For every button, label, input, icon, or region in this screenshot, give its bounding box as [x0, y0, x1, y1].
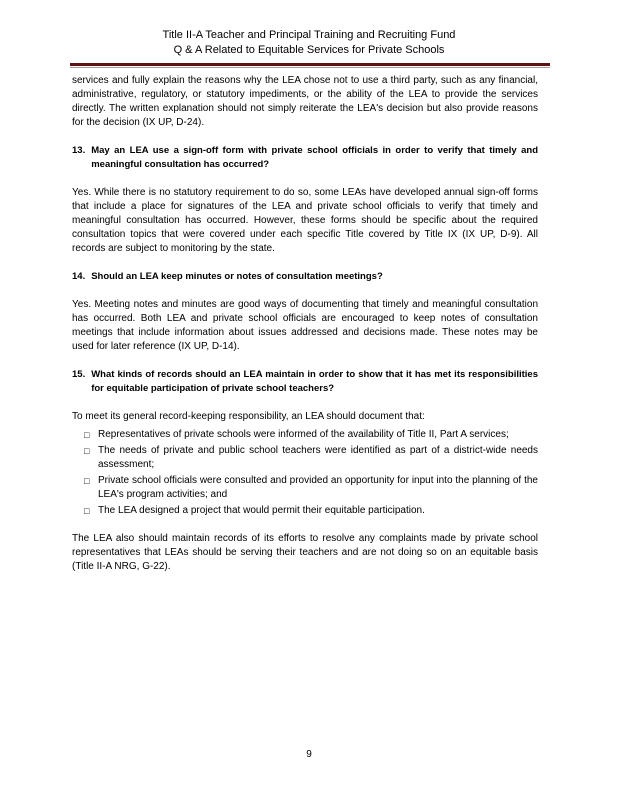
checkbox-bullet-icon: □ — [84, 430, 90, 440]
list-item — [84, 444, 538, 472]
list-item — [84, 474, 538, 502]
answer-15-intro: To meet its general record-keeping responsibility, an LEA should document that: — [72, 411, 425, 422]
closing-paragraph: The LEA also should maintain records of its efforts to resolve any complaints made by private school representatives that LEAs should be serving their teachers and are not doing so on an equitable basis (Title II-A NRG, G-22). — [72, 533, 538, 572]
answer-14: Yes. Meeting notes and minutes are good ways of documenting that timely and meaningful consultation has occurred. Both LEA and private school officials are encouraged to keep notes of consultation meetings that include information about issues addressed and decisions made. These notes may be used for later reference (IX UP, D-14). — [72, 299, 538, 352]
question-13 — [72, 144, 538, 172]
answer-13: Yes. While there is no statutory requirement to do so, some LEAs have developed annual sign-off forms that include a place for signatures of the LEA and private school officials to verify that timely and meaningful consultation has occurred. However, these forms should be specific about the required consultation topics that were covered under each specific Title covered by Title IX (IX UP, D-9). All records are subject to monitoring by the state. — [72, 187, 538, 254]
header-rule — [70, 63, 550, 66]
record-keeping-list — [72, 428, 538, 518]
question-number: 13. — [72, 145, 86, 156]
checkbox-bullet-icon: □ — [84, 476, 90, 486]
list-item-text: The needs of private and public school teachers were identified as part of a district-wide needs assessment; — [98, 445, 538, 470]
question-14 — [72, 270, 538, 284]
question-text: Should an LEA keep minutes or notes of consultation meetings? — [91, 271, 383, 282]
checkbox-bullet-icon: □ — [84, 506, 90, 516]
list-item-text: The LEA designed a project that would permit their equitable participation. — [98, 505, 425, 516]
list-item-text: Private school officials were consulted and provided an opportunity for input into the planning of the LEA's program activities; and — [98, 475, 538, 500]
list-item — [84, 428, 538, 442]
list-item — [84, 504, 538, 518]
page-number: 9 — [306, 749, 312, 760]
intro-paragraph: services and fully explain the reasons why the LEA chose not to use a third party, such as any financial, administrative, regulatory, or statutory impediments, or the ability of the LEA to provide the services directly. The written explanation should not simply reiterate the LEA's decision but also provide reasons for the decision (IX UP, D-24). — [72, 75, 538, 128]
question-number: 14. — [72, 271, 86, 282]
question-text: What kinds of records should an LEA maintain in order to show that it has met its responsibilities for equitable participation of private school teachers? — [91, 369, 538, 394]
question-number: 15. — [72, 369, 86, 380]
page-body — [72, 74, 538, 588]
question-15 — [72, 368, 538, 396]
page-header — [0, 28, 618, 58]
header-subtitle-line: Q & A Related to Equitable Services for Private Schools — [173, 44, 445, 56]
header-title-line: Title II-A Teacher and Principal Training and Recruiting Fund — [162, 29, 456, 41]
checkbox-bullet-icon: □ — [84, 446, 90, 456]
question-text: May an LEA use a sign-off form with private school officials in order to verify that timely and meaningful consultation has occurred? — [91, 145, 538, 170]
header-rule-thin — [70, 67, 550, 68]
list-item-text: Representatives of private schools were informed of the availability of Title II, Part A services; — [98, 429, 509, 440]
